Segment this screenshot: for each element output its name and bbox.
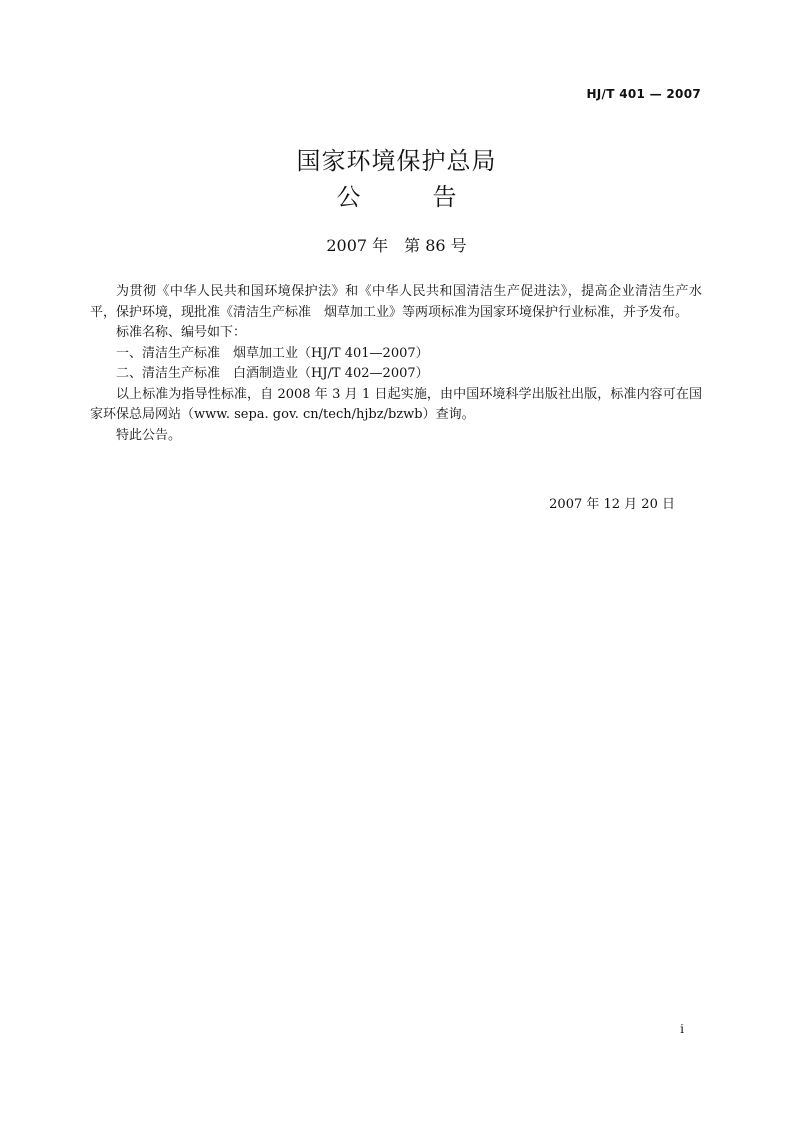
paragraph-list-intro: 标准名称、编号如下：: [116, 325, 247, 340]
paragraph-closing: 特此公告。: [116, 427, 182, 443]
paragraph-standard-1: 一、清洁生产标准 烟草加工业（HJ/T 401—2007）: [116, 345, 429, 361]
issue-number: 2007 年 第 86 号: [326, 236, 467, 255]
announcement-body: [90, 282, 702, 446]
notice-title: 公 告: [336, 183, 457, 211]
paragraph-standard-2: 二、清洁生产标准 白酒制造业（HJ/T 402—2007）: [116, 366, 429, 381]
issue-date: 2007 年 12 月 20 日: [549, 497, 675, 512]
page-number: i: [680, 1022, 684, 1036]
paragraph-implementation: 以上标准为指导性标准，自 2008 年 3 月 1 日起实施，由中国环境科学出版社出版，标准内容可在国家环保总局网站（www. sepa. gov. cn/tech/hjbz/bzwb）查询。: [90, 386, 702, 422]
standard-code: HJ/T 401 — 2007: [586, 87, 701, 101]
agency-title: 国家环境保护总局: [296, 147, 497, 175]
paragraph-purpose: 为贯彻《中华人民共和国环境保护法》和《中华人民共和国清洁生产促进法》，提高企业清洁生产水平，保护环境，现批准《清洁生产标准 烟草加工业》等两项标准为国家环境保护行业标准，并予发布。: [90, 284, 702, 320]
